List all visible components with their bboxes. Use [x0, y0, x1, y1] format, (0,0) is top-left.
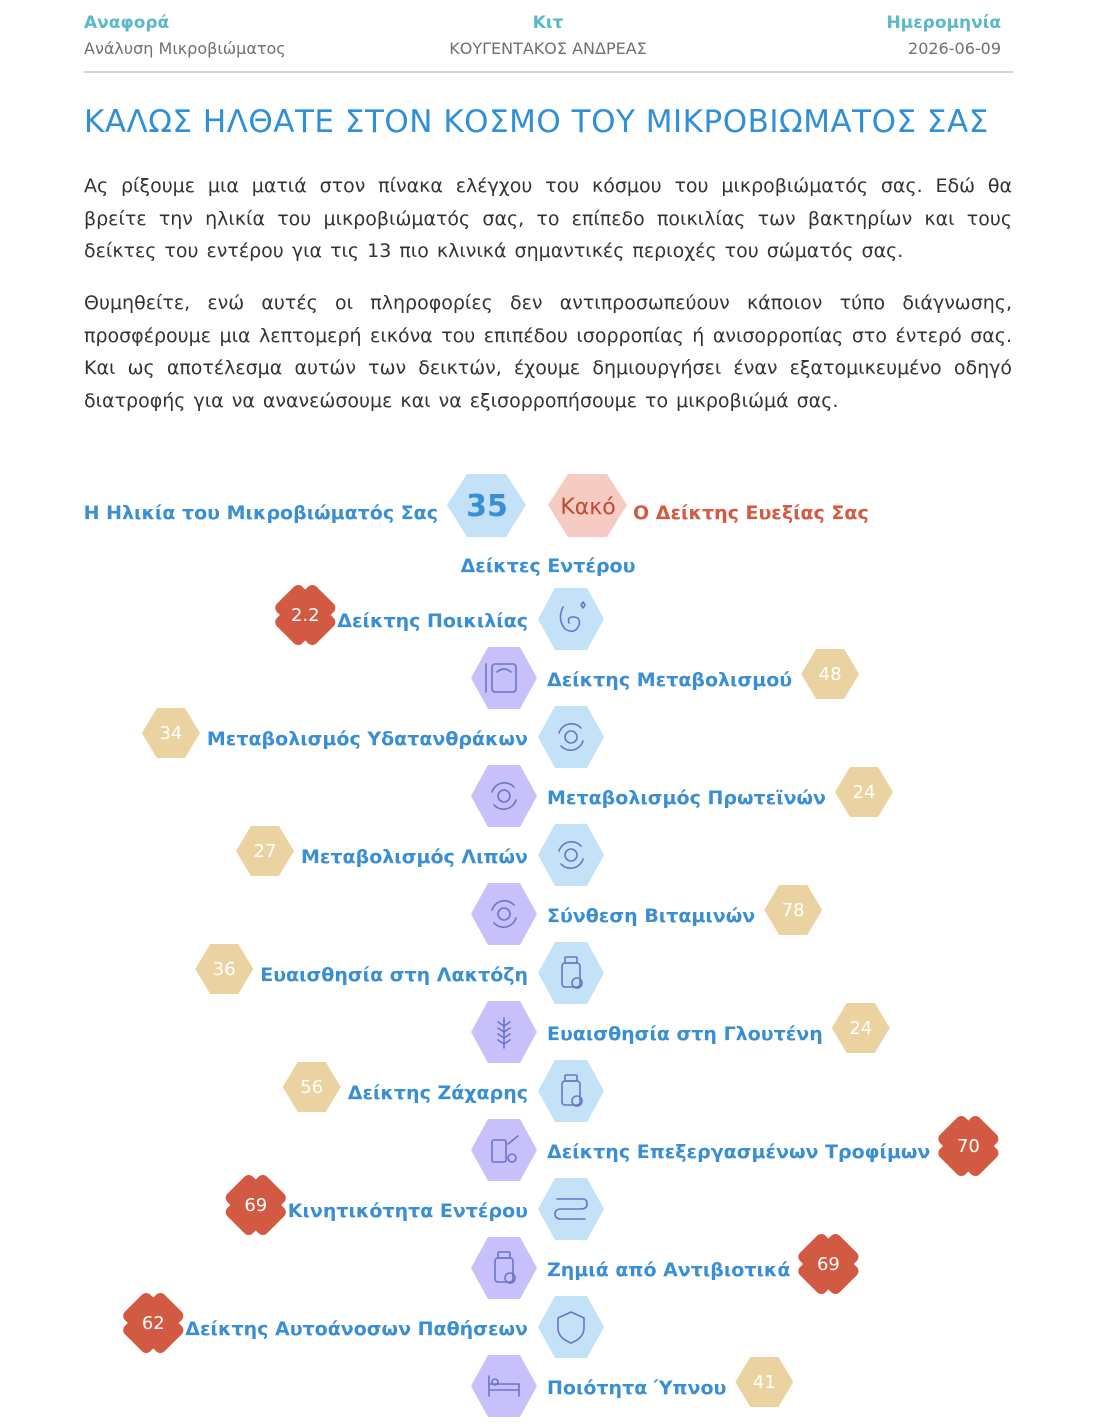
- indicator-label: Δείκτης Επεξεργασμένων Τροφίμων: [547, 1141, 931, 1163]
- indicator-row: [195, 942, 604, 1004]
- report-label: Αναφορά: [84, 13, 170, 33]
- indicator-row: [471, 647, 859, 709]
- score-badge: [764, 885, 822, 935]
- indicator-hexagon: [538, 1060, 604, 1122]
- indicator-label: Μεταβολισμός Λιπών: [300, 846, 528, 868]
- indicator-hexagon: [538, 824, 604, 886]
- indicator-label: Σύνθεση Βιταμινών: [547, 905, 756, 927]
- intro-paragraph-2: Θυμηθείτε, ενώ αυτές οι πληροφορίες δεν αντιπροσωπεύουν κάποιον τύπο διάγνωσης, προσφέρουμε μια λεπτομερή εικόνα του επιπέδου ισορροπίας ή ανισορροπίας στο έντερό σας. Και ως αποτέλεσμα αυτών των δεικτών, έχουμε δημιουργήσει έναν εξατομικευμένο οδηγό διατροφής για να ανανεώσουμε και να εξισορροπήσουμε το μικροβιώμά σας.: [84, 292, 1012, 412]
- indicator-hexagon: [471, 765, 537, 827]
- indicator-hexagon: [538, 942, 604, 1004]
- indicator-score: 69: [816, 1254, 840, 1275]
- indicator-hexagon: [538, 588, 604, 650]
- indicator-score: 27: [253, 841, 277, 862]
- bad-score-badge: [223, 1172, 288, 1237]
- indicator-score: 41: [752, 1372, 776, 1393]
- indicator-hexagon: [471, 1237, 537, 1299]
- date-value: 2026-06-09: [908, 39, 1001, 58]
- indicator-label: Δείκτης Μεταβολισμού: [547, 669, 793, 691]
- indicator-score: 70: [956, 1136, 980, 1157]
- indicator-row: [283, 1060, 604, 1122]
- bad-score-badge: [796, 1231, 861, 1296]
- indicator-score: 2.2: [290, 605, 320, 626]
- indicator-score: 24: [852, 782, 876, 803]
- indicator-score: 24: [849, 1018, 873, 1039]
- indicator-label: Ευαισθησία στη Γλουτένη: [547, 1023, 823, 1045]
- indicator-hexagon: [538, 706, 604, 768]
- indicator-row: [471, 1231, 861, 1299]
- bad-score-badge: [121, 1290, 186, 1355]
- page-title: ΚΑΛΩΣ ΗΛΘΑΤΕ ΣΤΟΝ ΚΟΣΜΟ ΤΟΥ ΜΙΚΡΟΒΙΩΜΑΤΟΣ ΣΑΣ: [84, 104, 989, 140]
- indicator-hexagon: [471, 647, 537, 709]
- indicator-label: Ζημιά από Αντιβιοτικά: [547, 1259, 791, 1281]
- indicator-row: [471, 1355, 793, 1417]
- indicator-row: [471, 1113, 1001, 1181]
- score-badge: [832, 1003, 890, 1053]
- bad-score-badge: [273, 582, 338, 647]
- indicator-row: [223, 1172, 604, 1240]
- indicator-label: Δείκτης Ζάχαρης: [347, 1082, 528, 1104]
- score-badge: [195, 944, 253, 994]
- indicator-label: Μεταβολισμός Πρωτεϊνών: [547, 787, 826, 809]
- indicator-label: Μεταβολισμός Υδατανθράκων: [206, 728, 528, 750]
- indicator-score: 48: [818, 664, 842, 685]
- indicator-row: [471, 1001, 890, 1063]
- indicator-row: [471, 883, 822, 945]
- indicator-row: [471, 765, 893, 827]
- indicator-hexagon: [471, 1119, 537, 1181]
- indicator-row: [273, 582, 604, 650]
- kit-label: Κιτ: [532, 13, 564, 33]
- indicator-score: 34: [159, 723, 183, 744]
- score-badge: [835, 767, 893, 817]
- score-badge: [142, 708, 200, 758]
- report-value: Ανάλυση Μικροβιώματος: [84, 39, 286, 58]
- indicator-score: 62: [141, 1313, 165, 1334]
- indicator-score: 36: [212, 959, 236, 980]
- indicator-hexagon: [471, 883, 537, 945]
- score-badge: [801, 649, 859, 699]
- indicator-label: Ευαισθησία στη Λακτόζη: [260, 964, 528, 986]
- indicator-label: Κινητικότητα Εντέρου: [287, 1200, 528, 1222]
- indicator-row: [236, 824, 604, 886]
- bad-score-badge: [936, 1113, 1001, 1178]
- indicator-hexagon: [538, 1296, 604, 1358]
- indicator-label: Δείκτης Ποικιλίας: [337, 610, 528, 632]
- indicator-label: Δείκτης Αυτοάνοσων Παθήσεων: [185, 1318, 528, 1340]
- score-badge: [283, 1062, 341, 1112]
- wellness-label: Ο Δείκτης Ευεξίας Σας: [633, 502, 869, 524]
- score-badge: [236, 826, 294, 876]
- kit-value: ΚΟΥΓΕΝΤΑΚΟΣ ΑΝΔΡΕΑΣ: [449, 39, 647, 58]
- date-label: Ημερομηνία: [886, 13, 1001, 33]
- indicator-score: 78: [781, 900, 805, 921]
- score-badge: [735, 1357, 793, 1407]
- indicator-row: [142, 706, 604, 768]
- wellness-value: Κακό: [560, 495, 616, 520]
- indicator-score: 69: [244, 1195, 268, 1216]
- indicator-row: [121, 1290, 604, 1358]
- section-title: Δείκτες Εντέρου: [460, 555, 636, 577]
- indicator-score: 56: [300, 1077, 324, 1098]
- age-label: Η Ηλικία του Μικροβιώματός Σας: [83, 502, 438, 524]
- age-value: 35: [466, 489, 508, 524]
- indicator-hexagon: [471, 1355, 537, 1417]
- indicator-label: Ποιότητα Ύπνου: [547, 1377, 727, 1399]
- intro-paragraph-1: Ας ρίξουμε μια ματιά στον πίνακα ελέγχου του κόσμου του μικροβιώματός σας. Εδώ θα βρείτε την ηλικία του μικροβιώματός σας, το επίπεδο ποικιλίας των βακτηρίων και τους δείκτες του εντέρου για τις 13 πιο κλινικά σημαντικές περιοχές του σώματός σας.: [84, 175, 1012, 262]
